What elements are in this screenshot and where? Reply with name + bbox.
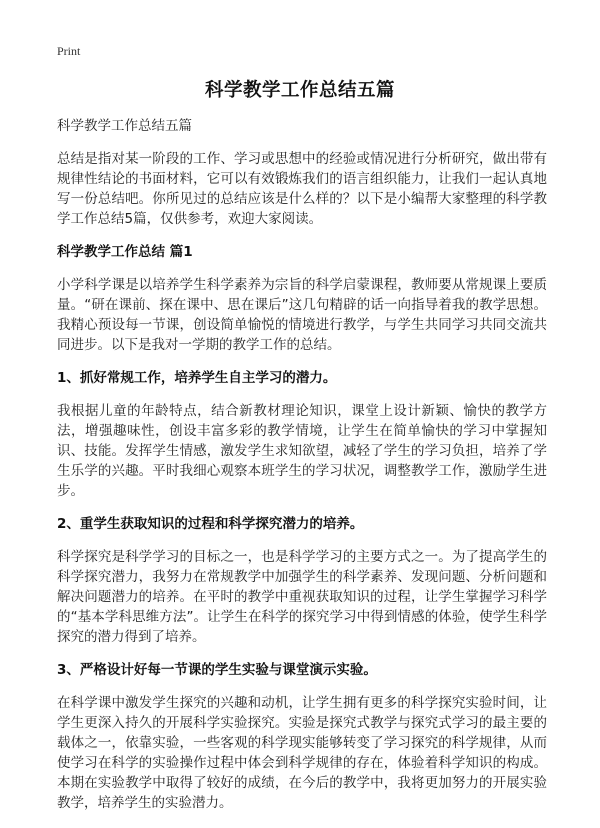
point-2-paragraph: 科学探究是科学学习的目标之一，也是科学学习的主要方式之一。为了提高学生的科学探究潜力，我努力在常规教学中加强学生的科学素养、发现问题、分析问题和解决问题潜力的培养。在平时的教学中重视获取知识的过程，让学生掌握学习科学的“基本学科思维方法”。让学生在科学的探究学习中得到情感的体验，使学生科学探究的潜力得到了培养。 bbox=[57, 549, 547, 645]
intro-paragraph: 总结是指对某一阶段的工作、学习或思想中的经验或情况进行分析研究，做出带有规律性结论的书面材料，它可以有效锻炼我们的语言组织能力，让我们一起认真地写一份总结吧。你所见过的总结应该是什么样的？以下是小编帮大家整理的科学教学工作总结5篇，仅供参考，欢迎大家阅读。 bbox=[57, 151, 547, 227]
document-body bbox=[57, 116, 547, 826]
point-3-paragraph: 在科学课中激发学生探究的兴趣和动机，让学生拥有更多的科学探究实验时间，让学生更深入持久的开展科学实验探究。实验是探究式教学与探究式学习的最主要的载体之一，依靠实验，一些客观的科学现实能够转变了学习探究的科学规律，从而使学习在科学的实验操作过程中体会到科学规律的存在，体验着科学知识的构成。本期在实验教学中取得了较好的成绩，在今后的教学中，我将更加努力的开展实验教学，培养学生的实验潜力。 bbox=[57, 695, 547, 811]
print-label: Print bbox=[57, 44, 81, 58]
document-subtitle: 科学教学工作总结五篇 bbox=[57, 118, 192, 134]
section-intro-paragraph: 小学科学课是以培养学生科学素养为宗旨的科学启蒙课程，教师要从常规课上要质量。“研在课前、探在课中、思在课后”这几句精辟的话一向指导着我的教学思想。我精心预设每一节课，创设简单愉悦的情境进行教学，与学生共同学习共同交流共同进步。以下是我对一学期的教学工作的总结。 bbox=[57, 277, 547, 353]
point-2-heading: 2、重学生获取知识的过程和科学探究潜力的培养。 bbox=[57, 516, 364, 532]
section-title: 科学教学工作总结 篇1 bbox=[57, 244, 193, 260]
point-1-paragraph: 我根据儿童的年龄特点，结合新教材理论知识，课堂上设计新颖、愉快的教学方法，增强趣味性，创设丰富多彩的教学情境，让学生在简单愉快的学习中掌握知识、技能。发挥学生情感，激发学生求知欲望，减轻了学生的学习负担，培养了学生乐学的兴趣。平时我细心观察本班学生的学习状况，调整教学工作，激励学生进步。 bbox=[57, 403, 547, 499]
point-3-heading: 3、严格设计好每一节课的学生实验与课堂演示实验。 bbox=[57, 662, 377, 678]
page-title: 科学教学工作总结五篇 bbox=[204, 80, 395, 101]
point-1-heading: 1、抓好常规工作，培养学生自主学习的潜力。 bbox=[57, 370, 337, 386]
